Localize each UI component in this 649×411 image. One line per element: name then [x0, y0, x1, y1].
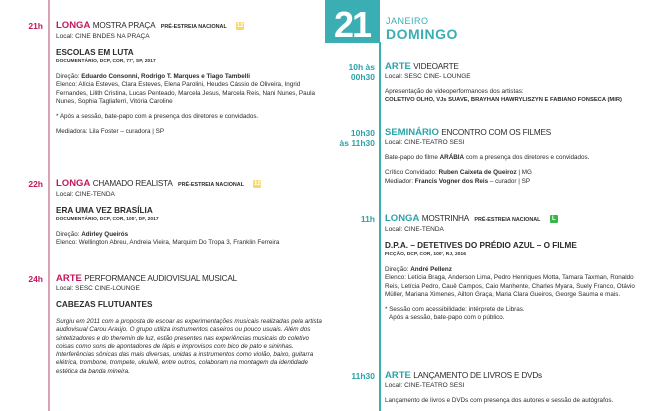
- time-start: 10h às: [348, 62, 375, 72]
- event-category: LONGA: [56, 20, 91, 31]
- event-time: 24h: [28, 274, 43, 284]
- film-title: D.P.A. – DETETIVES DO PRÉDIO AZUL – O FILME: [385, 241, 577, 250]
- event-title: MOSTRINHA: [421, 214, 470, 223]
- direction-label: Direção:: [56, 73, 80, 80]
- age-rating-badge: L: [550, 215, 558, 223]
- film-spec: DOCUMENTÁRIO, DCP, COR, 100', DF, 2017: [56, 217, 159, 222]
- event-lancamento: [385, 370, 647, 405]
- critic-name: Ruben Caixeta de Queiroz: [438, 169, 517, 177]
- event-category: ARTE: [385, 370, 411, 381]
- time-end: 00h30: [350, 72, 375, 82]
- film-cast: [385, 274, 647, 299]
- film-title: CABEZAS FLUTUANTES: [56, 300, 153, 309]
- direction-names: André Pellenz: [410, 266, 452, 273]
- month-label: JANEIRO: [386, 16, 429, 26]
- cast-names: Wellington Abreu, Andreia Vieira, Marquim Do Tropa 3, Franklin Ferreira: [78, 239, 280, 247]
- event-location: Local: CINE-TEATRO SESI: [385, 382, 465, 389]
- event-location: Local: SESC CINE-LOUNGE: [56, 285, 140, 292]
- critic-line: [385, 169, 647, 177]
- time-end: às 11h30: [339, 138, 375, 148]
- event-headline: [56, 178, 324, 190]
- direction-label: Direção:: [385, 266, 409, 273]
- event-title: LANÇAMENTO DE LIVROS E DVDs: [413, 371, 542, 380]
- event-location: Local: SESC CINE- LOUNGE: [385, 73, 471, 80]
- event-headline: [56, 20, 324, 32]
- mediator-role: – curador | SP: [489, 177, 531, 185]
- event-category: LONGA: [56, 178, 91, 189]
- cast-names: Letícia Braga, Anderson Lima, Pedro Henriques Motta, Tamara Taxman, Ronaldo Reis, Letícia Pedro, Cauê Campos, Caio Manhente, Charles Myara, Suely Franco, Otávio Müller, Mariana Ximenes, Ailton Graça, Maria Clara Gueiros, George Sauma e mais.: [385, 274, 635, 298]
- cast-label: Elenco:: [385, 274, 407, 282]
- event-text: Apresentação de videoperformances dos artistas:: [385, 88, 524, 95]
- critic-location: | MG: [518, 169, 532, 177]
- event-title: PERFORMANCE AUDIOVISUAL MUSICAL: [84, 274, 237, 283]
- event-description: Surgiu em 2011 com a proposta de escoar as experimentações musicais realizadas pela artista audiovisual Carou Araújo. O grupo utiliza instrumentos caseiros ou pouco usuais. Além dos sintetizadores e do theremin de luz, estão presentes nas experiências musicais do coletivo coisas como sons de apontadores de lápis e improvisos com bico de pato e sininhas. Interferências sônicas das mais diversas, unidas a instrumentos como violão, baixo, guitarra elétrica, trombone, trompete, ukulelê, entre outros, colaboram na montagem da identidade estética da banda mineira.: [56, 318, 322, 375]
- event-title: CHAMADO REALISTA: [92, 179, 173, 188]
- film-title: ESCOLAS EM LUTA: [56, 48, 134, 57]
- event-location: Local: CINE-TENDA: [56, 191, 115, 198]
- after-session-note: Após a sessão, bate-papo com o público.: [389, 314, 505, 322]
- film-spec: DOCUMENTÁRIO, DCP, COR, 77', SP, 2017: [56, 59, 156, 64]
- text-pre: Bate-papo do filme: [385, 154, 438, 161]
- event-location: Local: CINE BNDES NA PRAÇA: [56, 33, 150, 40]
- accessibility-note: * Sessão com acessibilidade: intérprete de Libras.: [385, 306, 525, 314]
- film-direction: [56, 231, 324, 239]
- time-start: 10h30: [350, 128, 375, 138]
- event-time: 22h: [28, 179, 43, 189]
- age-rating-badge: 12: [236, 23, 244, 29]
- premiere-tag: PRÉ-ESTREIA NACIONAL: [178, 182, 244, 188]
- film-direction: [56, 73, 324, 81]
- premiere-tag: PRÉ-ESTREIA NACIONAL: [474, 217, 541, 223]
- right-divider: [379, 42, 381, 411]
- event-time: 11h: [360, 214, 375, 224]
- event-title: VIDEOARTE: [413, 62, 459, 71]
- event-category: LONGA: [385, 213, 420, 224]
- event-time: 11h30: [351, 371, 375, 381]
- event-category: ARTE: [56, 273, 82, 284]
- mediator-label: Mediador:: [385, 177, 414, 185]
- film-name: ARÁBIA: [439, 154, 465, 161]
- cast-label: Elenco:: [56, 239, 78, 247]
- event-text: [385, 154, 647, 162]
- event-headline: [385, 127, 647, 138]
- film-spec: FICÇÃO, DCP, COR, 100', RJ, 2016: [385, 252, 467, 257]
- event-time: [340, 128, 375, 148]
- right-column: [325, 0, 649, 411]
- day-number-box: [325, 0, 380, 43]
- event-category: ARTE: [385, 61, 411, 72]
- mediator-line: [385, 178, 647, 186]
- event-note: * Após a sessão, bate-papo com a presença dos diretores e convidados.: [56, 113, 259, 121]
- weekday-label: DOMINGO: [386, 26, 458, 42]
- event-headline: [385, 61, 647, 72]
- event-22h: [56, 178, 324, 248]
- event-artists: COLETIVO OLHO, VJs SUAVE, BRAYHAN HAWRYLISZYN E FABIANO FONSECA (MIR): [385, 97, 622, 104]
- event-location: Local: CINE-TENDA: [385, 226, 444, 233]
- event-title: MOSTRA PRAÇA: [92, 21, 156, 30]
- cast-label: Elenco:: [56, 81, 78, 89]
- event-headline: [385, 370, 647, 381]
- text-post: com a presença dos diretores e convidados.: [465, 154, 590, 161]
- film-title: ERA UMA VEZ BRASÍLIA: [56, 206, 153, 215]
- event-text: Lançamento de livros e DVDs com presença dos autores e sessão de autógrafos.: [385, 397, 614, 404]
- event-seminario: [385, 127, 647, 186]
- direction-label: Direção:: [56, 231, 80, 238]
- event-headline: [385, 213, 647, 225]
- event-location: Local: CINE-TEATRO SESI: [385, 139, 465, 146]
- film-direction: [385, 266, 647, 274]
- event-videoarte: [385, 61, 647, 105]
- mediator-name: Francis Vogner dos Reis: [414, 177, 489, 185]
- direction-names: Adirley Queirós: [81, 231, 129, 238]
- age-rating-badge: 12: [254, 181, 261, 187]
- critic-label: Crítico Convidado:: [385, 169, 437, 177]
- left-divider: [48, 0, 50, 411]
- direction-names: Eduardo Consonni, Rodrigo T. Marques e Tiago Tambelli: [81, 73, 250, 80]
- event-24h: [56, 273, 324, 376]
- day-number: 21: [334, 4, 371, 45]
- event-mediator: Mediadora: Lila Foster – curadora | SP: [56, 128, 165, 136]
- event-time: [349, 62, 375, 82]
- event-category: SEMINÁRIO: [385, 127, 439, 138]
- film-cast: [56, 81, 324, 106]
- event-headline: [56, 273, 324, 284]
- premiere-tag: PRÉ-ESTREIA NACIONAL: [160, 24, 227, 30]
- cast-names: Alícia Esteves, Clara Esteves, Elena Parolini, Heudes Cássio de Oliveira, Ingrid Fernandes, Lilith Cristina, Lucas Penteado, Marcela Jesus, Marcela Reis, Nani Nunes, Paula Nunes, Sophia Tagliaferri, Vitória Caroline: [56, 81, 315, 105]
- event-time: 21h: [28, 21, 43, 31]
- event-title: ENCONTRO COM OS FILMES: [441, 128, 552, 137]
- event-mostrinha: [385, 213, 647, 323]
- film-cast: [56, 239, 324, 247]
- event-21h: [56, 20, 324, 137]
